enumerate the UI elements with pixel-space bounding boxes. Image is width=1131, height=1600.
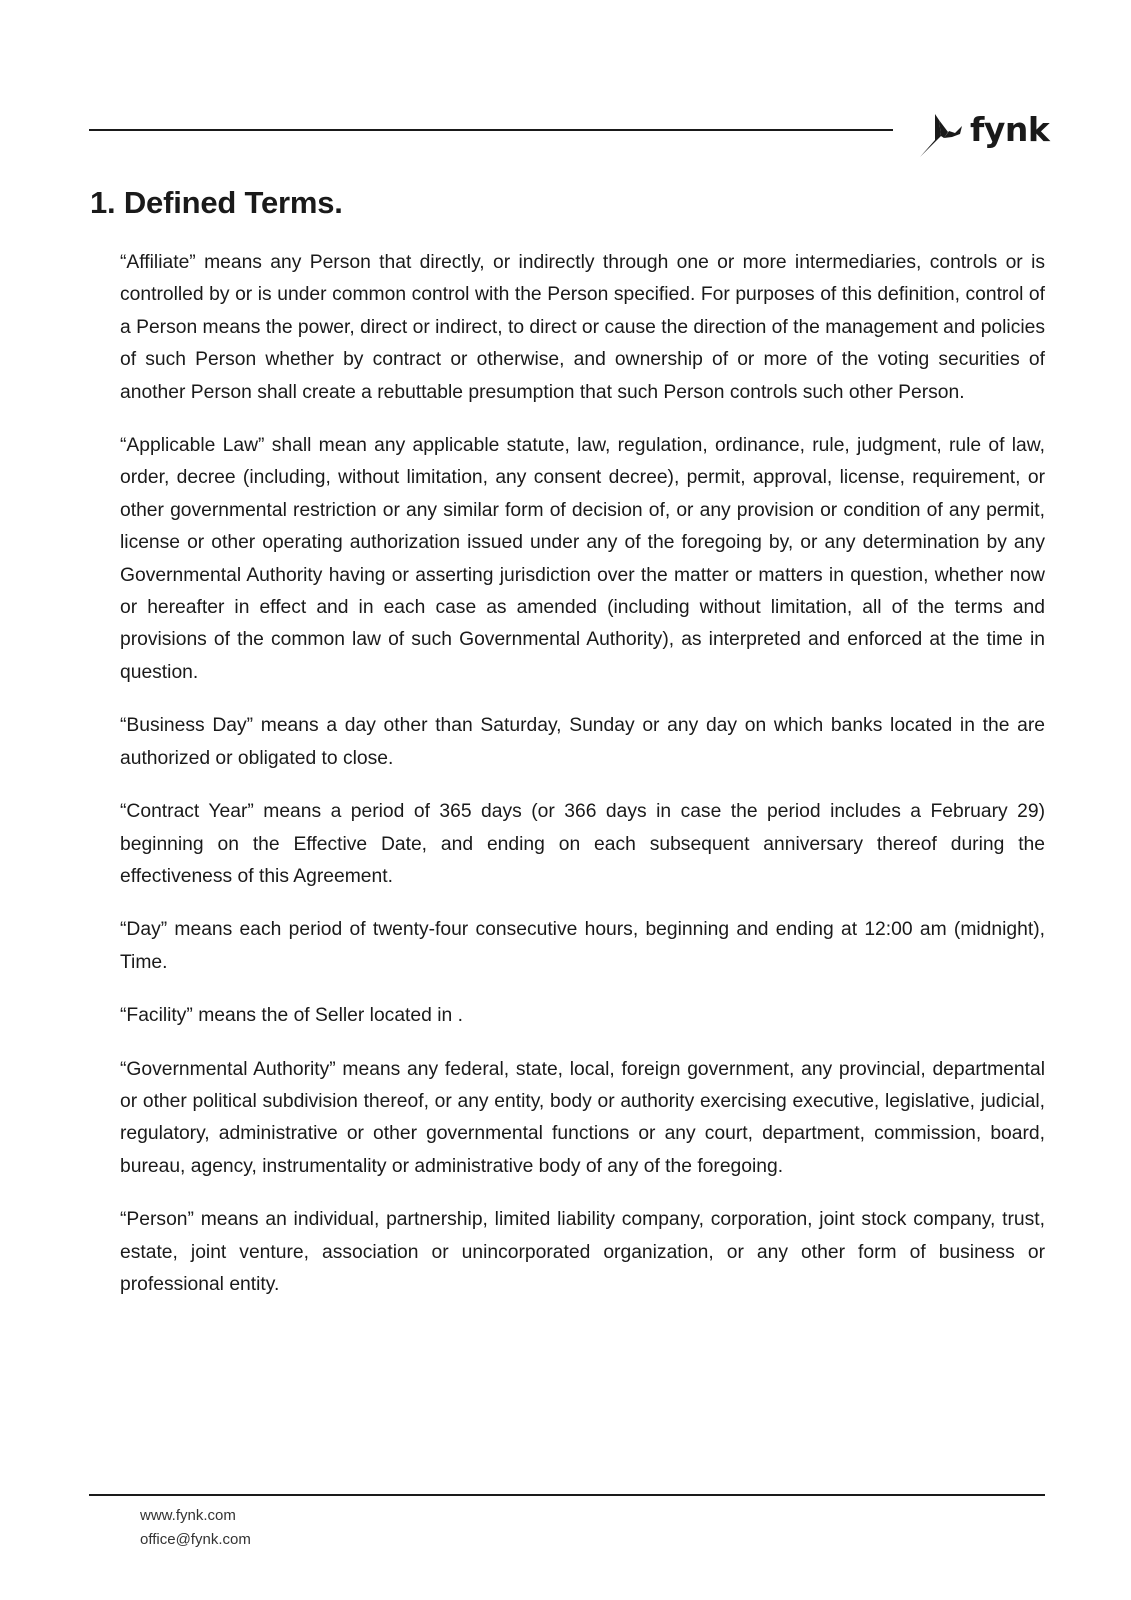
brand-name: fynk [970,109,1050,149]
header-divider [89,129,893,131]
footer-website-link[interactable]: www.fynk.com [140,1507,236,1524]
term-applicable-law: “Applicable Law” shall mean any applicable statute, law, regulation, ordinance, rule, judgment, rule of law, order, decree (including, without limitation, any consent decree), permit, approval, license, requirement, or other governmental restriction or any similar form of decision of, or any provision or condition of any permit, license or other operating authorization issued under any of the foregoing by, or any determination by any Governmental Authority having or asserting jurisdiction over the matter or matters in question, whether now or hereafter in effect and in each case as amended (including without limitation, all of the terms and provisions of the common law of such Governmental Authority), as interpreted and enforced at the time in question. [120,435,1045,683]
term-person: “Person” means an individual, partnership, limited liability company, corporation, joint stock company, trust, estate, joint venture, association or unincorporated organization, or any other form of business or professional entity. [120,1209,1045,1295]
footer-divider [89,1494,1045,1496]
term-business-day: “Business Day” means a day other than Saturday, Sunday or any day on which banks located in the are authorized or obligated to close. [120,715,1045,769]
footer [140,1504,251,1552]
term-day: “Day” means each period of twenty-four consecutive hours, beginning and ending at 12:00 am (midnight), Time. [120,919,1045,973]
terms-list [120,247,1045,1322]
term-governmental-authority: “Governmental Authority” means any federal, state, local, foreign government, any provincial, departmental or other political subdivision thereof, or any entity, body or authority exercising executive, legislative, judicial, regulatory, administrative or other governmental functions or any court, department, commission, board, bureau, agency, instrumentality or administrative body of any of the foregoing. [120,1058,1045,1177]
brand-logo [918,104,1049,160]
term-facility: “Facility” means the of Seller located in . [120,1005,463,1027]
term-contract-year: “Contract Year” means a period of 365 days (or 366 days in case the period includes a February 29) beginning on the Effective Date, and ending on each subsequent anniversary thereof during the effectiveness of this Agreement. [120,801,1045,887]
section-title: 1. Defined Terms. [90,185,343,220]
bird-icon [918,106,966,158]
term-affiliate: “Affiliate” means any Person that directly, or indirectly through one or more intermediaries, controls or is controlled by or is under common control with the Person specified. For purposes of this definition, control of a Person means the power, direct or indirect, to direct or cause the direction of the management and policies of such Person whether by contract or otherwise, and ownership of or more of the voting securities of another Person shall create a rebuttable presumption that such Person controls such other Person. [120,252,1045,403]
footer-email-link[interactable]: office@fynk.com [140,1531,251,1548]
